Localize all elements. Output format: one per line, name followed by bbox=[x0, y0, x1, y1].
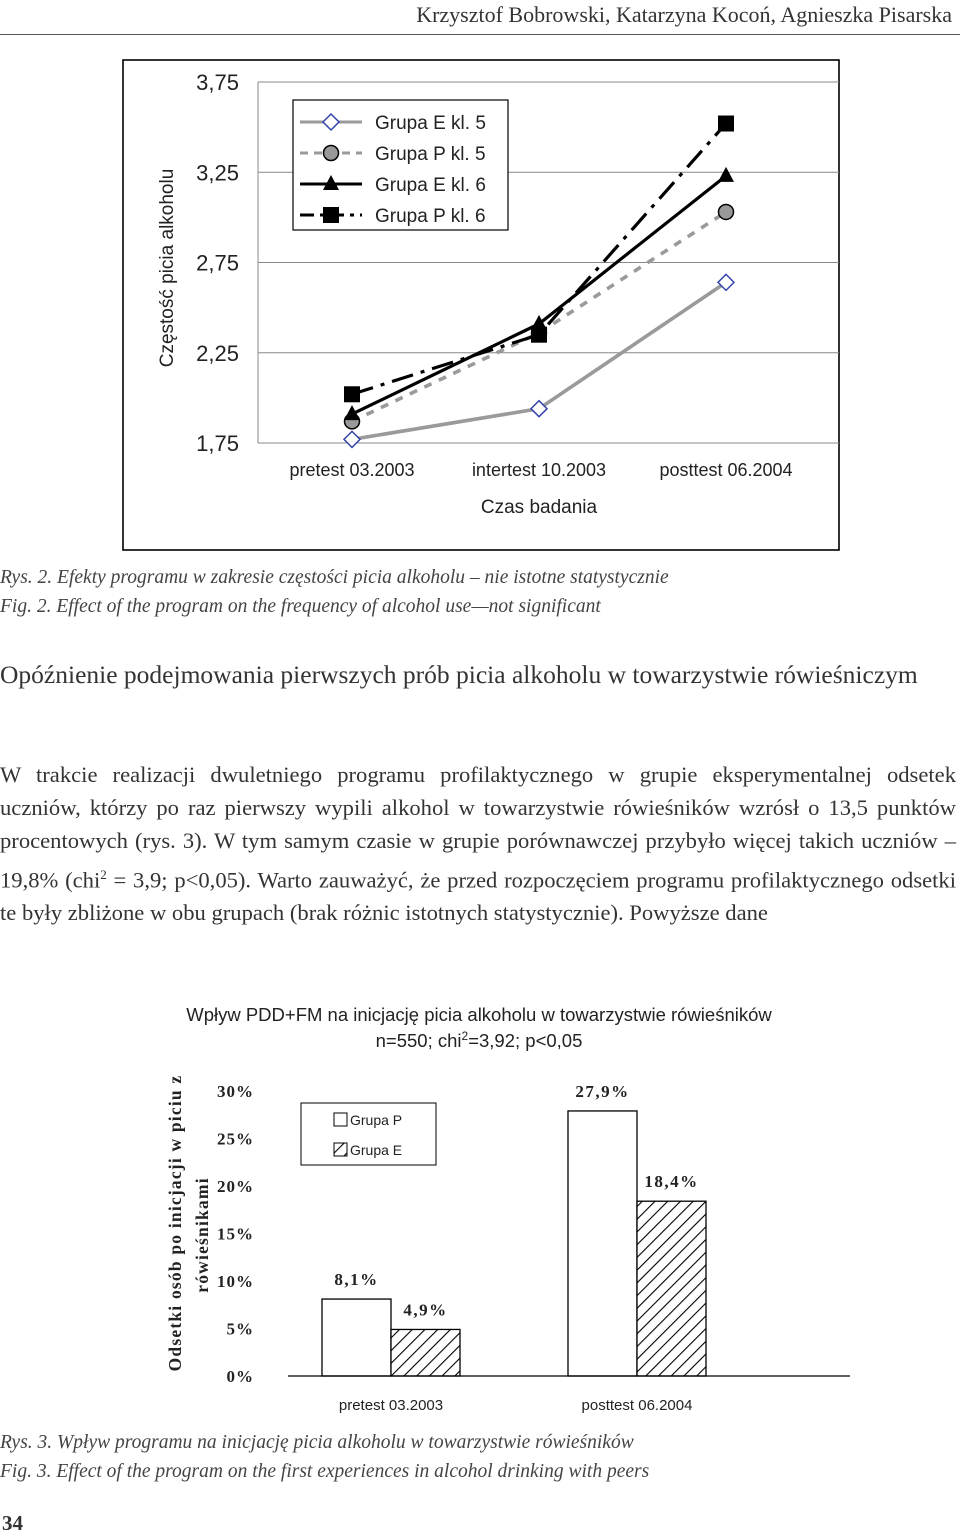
legend-label: Grupa E kl. 5 bbox=[375, 113, 486, 134]
y-tick-label: 15% bbox=[217, 1224, 254, 1244]
y-tick-label: 20% bbox=[217, 1177, 254, 1196]
running-header: Krzysztof Bobrowski, Katarzyna Kocoń, Agnieszka Pisarska bbox=[416, 2, 952, 27]
bar bbox=[637, 1201, 706, 1376]
page-number: 34 bbox=[2, 1511, 23, 1535]
data-label: 4,9% bbox=[403, 1300, 448, 1320]
y-tick-label: 3,25 bbox=[196, 160, 239, 186]
x-tick-label: posttest 06.2004 bbox=[659, 460, 793, 480]
legend-swatch bbox=[334, 1113, 347, 1126]
x-tick-label: intertest 10.2003 bbox=[471, 460, 607, 480]
chart-title: Wpływ PDD+FM na inicjację picia alkoholu w towarzystwie rówieśników bbox=[186, 1004, 772, 1025]
paragraph-text-1: W trakcie realizacji dwuletniego programu profilaktycznego w grupie eksperymentalnej odsetek uczniów, którzy po raz pierwszy wypili alkohol w towarzystwie rówieśników wzrósł o 13,5 punktów procentowych (rys. 3). W tym samym czasie w grupie porównawczej przybyło więcej takich uczniów – 19,8% (chi bbox=[0, 762, 956, 893]
legend-marker bbox=[324, 146, 339, 161]
y-tick-label: 3,75 bbox=[196, 70, 239, 95]
bar bbox=[322, 1299, 391, 1376]
chart-subtitle bbox=[376, 1029, 583, 1051]
bar bbox=[391, 1329, 460, 1376]
subtitle-part-2: =3,92; p<0,05 bbox=[468, 1030, 583, 1051]
legend-label: Grupa E kl. 6 bbox=[375, 175, 486, 196]
paragraph-superscript: 2 bbox=[100, 866, 107, 882]
frequency-line-chart bbox=[0, 0, 960, 560]
subtitle-superscript: 2 bbox=[461, 1029, 469, 1043]
y-tick-label: 10% bbox=[217, 1272, 254, 1291]
legend-marker bbox=[323, 207, 339, 223]
x-tick-label: pretest 03.2003 bbox=[289, 460, 415, 480]
figure-2-caption-pl: Rys. 2. Efekty programu w zakresie częstości picia alkoholu – nie istotne statystycznie bbox=[0, 567, 669, 588]
data-label: 18,4% bbox=[644, 1172, 699, 1192]
data-label: 8,1% bbox=[334, 1270, 379, 1290]
subtitle-part-1: n=550; chi bbox=[375, 1030, 462, 1051]
legend-label: Grupa P bbox=[350, 1112, 403, 1128]
paragraph-text-2: = 3,9; p<0,05). Warto zauważyć, że przed rozpoczęciem programu profilaktycznego odsetki te były zbliżone w obu grupach (brak różnic istotnych statystycznie). Powyższe dane bbox=[0, 867, 957, 926]
y-tick-label: 0% bbox=[226, 1367, 254, 1386]
data-point bbox=[719, 204, 734, 219]
data-point bbox=[718, 116, 734, 132]
data-label: 27,9% bbox=[575, 1081, 630, 1101]
legend-swatch bbox=[334, 1143, 347, 1156]
y-axis-label-line-1: Odsetki osób po inicjacji w piciu z bbox=[165, 1074, 185, 1372]
legend-label: Grupa E bbox=[350, 1142, 403, 1158]
y-tick-label: 30% bbox=[217, 1082, 254, 1101]
x-axis-label: Czas badania bbox=[480, 497, 598, 518]
y-tick-label: 5% bbox=[226, 1319, 254, 1339]
legend-label: Grupa P kl. 5 bbox=[375, 144, 486, 165]
y-tick-label: 1,75 bbox=[196, 431, 239, 456]
x-tick-label: posttest 06.2004 bbox=[581, 1397, 693, 1414]
y-tick-label: 2,75 bbox=[196, 250, 239, 276]
figure-3-caption-en: Fig. 3. Effect of the program on the first experiences in alcohol drinking with peers bbox=[0, 1461, 650, 1482]
body-paragraph bbox=[0, 758, 956, 930]
figure-2-caption-en: Fig. 2. Effect of the program on the frequency of alcohol use—not significant bbox=[0, 596, 601, 617]
legend-label: Grupa P kl. 6 bbox=[375, 206, 486, 227]
y-axis-label-line-2: rówieśnikami bbox=[192, 1177, 212, 1293]
y-tick-label: 25% bbox=[217, 1129, 254, 1149]
figure-3-caption-pl: Rys. 3. Wpływ programu na inicjację picia alkoholu w towarzystwie rówieśników bbox=[0, 1432, 634, 1453]
data-point bbox=[531, 327, 547, 343]
bar bbox=[568, 1111, 637, 1376]
x-tick-label: pretest 03.2003 bbox=[338, 1397, 444, 1414]
section-heading: Opóźnienie podejmowania pierwszych prób picia alkoholu w towarzystwie rówieśniczym bbox=[0, 660, 918, 689]
initiation-bar-chart bbox=[0, 990, 960, 1430]
data-point bbox=[344, 386, 360, 402]
y-axis-label: Częstość picia alkoholu bbox=[157, 168, 178, 368]
y-tick-label: 2,25 bbox=[196, 340, 239, 366]
